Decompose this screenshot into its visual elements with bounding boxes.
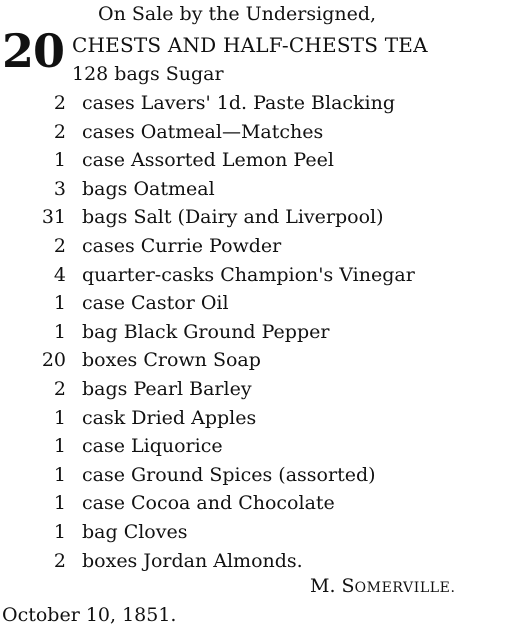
item-description: boxes Crown Soap: [82, 349, 261, 372]
item-description: case Ground Spices (assorted): [82, 463, 376, 486]
item-quantity: 2: [53, 234, 66, 257]
ad-header: On Sale by the Undersigned,: [98, 3, 377, 25]
item-list: [0, 91, 514, 577]
list-item: [0, 91, 514, 120]
list-item: [0, 491, 514, 520]
item-quantity: 20: [41, 349, 66, 372]
item-description: bags Pearl Barley: [82, 377, 252, 400]
list-item: [0, 406, 514, 435]
item-description: case Assorted Lemon Peel: [82, 149, 334, 172]
item-quantity: 1: [53, 406, 66, 429]
item-description: cases Lavers' 1d. Paste Blacking: [82, 92, 396, 114]
item-description: bag Cloves: [82, 520, 188, 543]
list-item: [0, 205, 514, 234]
item-quantity: 3: [53, 177, 66, 200]
list-item: [0, 348, 514, 377]
list-item: [0, 263, 514, 292]
lead-quantity: 20: [2, 24, 65, 78]
item-description: bags Oatmeal: [82, 177, 215, 200]
list-item: [0, 120, 514, 149]
item-quantity: 1: [53, 320, 66, 343]
list-item: [0, 377, 514, 406]
signature-initial: M. S: [310, 575, 355, 597]
ad-date: October 10, 1851.: [2, 604, 177, 626]
lead-item: CHESTS AND HALF-CHESTS TEA: [72, 33, 428, 57]
item-description: cases Currie Powder: [82, 234, 282, 257]
item-quantity: 1: [53, 149, 66, 172]
item-description: cases Oatmeal—Matches: [82, 120, 324, 143]
item-description: case Liquorice: [82, 435, 223, 458]
item-quantity: 1: [53, 463, 66, 486]
item-quantity: 1: [53, 435, 66, 458]
list-item: [0, 148, 514, 177]
item-description: bag Black Ground Pepper: [82, 320, 330, 343]
item-quantity: 4: [53, 263, 66, 286]
list-item: [0, 234, 514, 263]
item-description: case Castor Oil: [82, 292, 229, 315]
item-description: cask Dried Apples: [82, 406, 257, 429]
item-quantity: 2: [53, 92, 66, 114]
item-description: quarter-casks Champion's Vinegar: [82, 263, 415, 286]
signature-surname: OMERVILLE.: [354, 580, 456, 596]
item-quantity: 1: [53, 520, 66, 543]
item-quantity: 2: [53, 120, 66, 143]
item-quantity: 1: [53, 292, 66, 315]
list-item: [0, 434, 514, 463]
item-description: case Cocoa and Chocolate: [82, 492, 335, 515]
list-item: [0, 463, 514, 492]
list-item: [0, 320, 514, 349]
lead-second-line: 128 bags Sugar: [72, 63, 224, 85]
item-description: boxes Jordan Almonds.: [82, 549, 303, 572]
item-quantity: 2: [53, 377, 66, 400]
item-description: bags Salt (Dairy and Liverpool): [82, 206, 384, 229]
list-item: [0, 549, 514, 578]
list-item: [0, 291, 514, 320]
item-quantity: 2: [53, 549, 66, 572]
list-item: [0, 520, 514, 549]
list-item: [0, 177, 514, 206]
item-quantity: 1: [53, 492, 66, 515]
item-quantity: 31: [41, 206, 66, 229]
signature: [310, 574, 456, 600]
